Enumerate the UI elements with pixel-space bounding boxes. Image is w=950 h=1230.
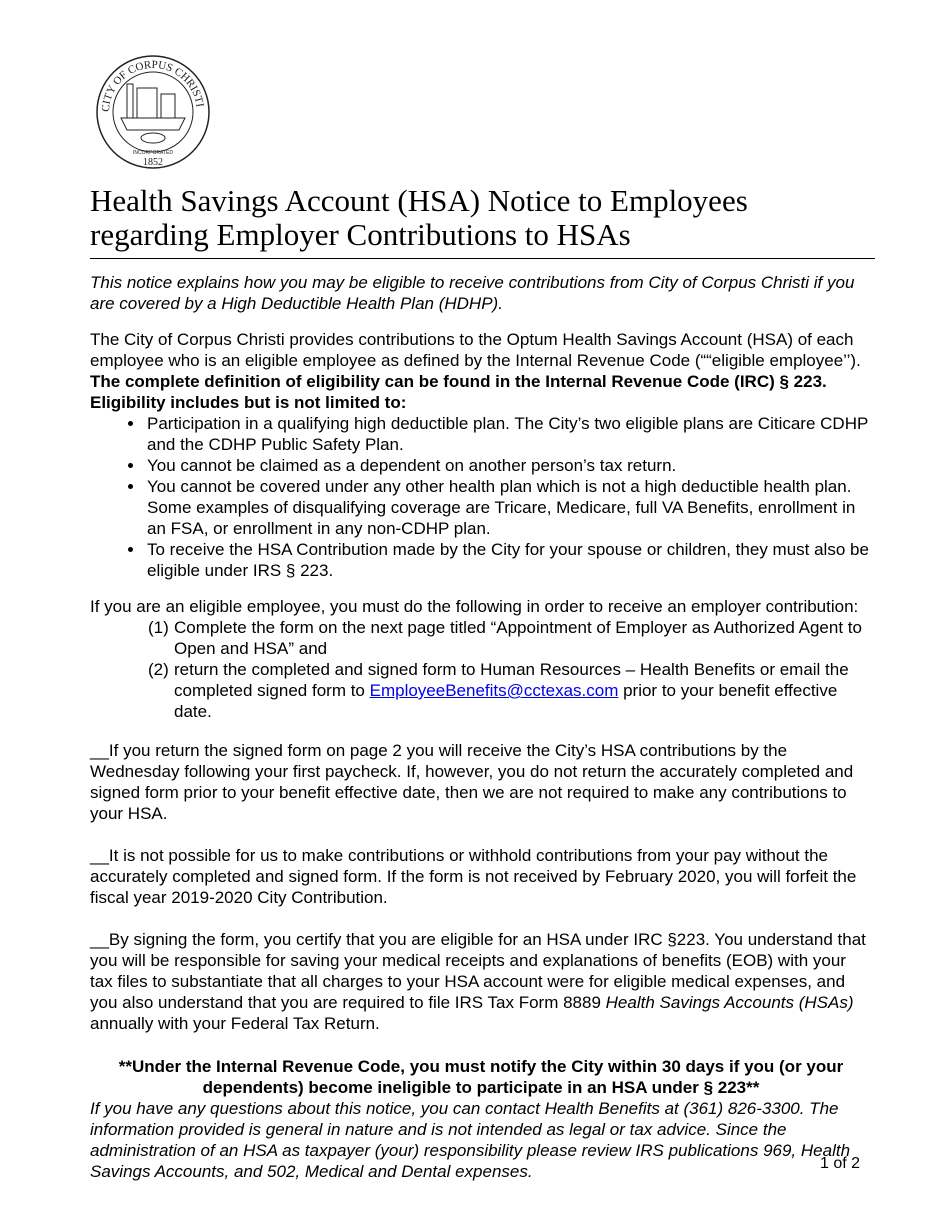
- step-text: prior to your benefit effective date.: [174, 681, 838, 721]
- not-possible-paragraph: __It is not possible for us to make contributions or withhold contributions from your pay without the accurately completed and signed form. If the form is not received by February 2020, you will forfeit the fiscal year 2019-2020 City Contribution.: [90, 846, 857, 907]
- notice-body: [90, 272, 872, 1197]
- email-link[interactable]: EmployeeBenefits@cctexas.com: [369, 681, 619, 700]
- closing-paragraph: If you have any questions about this notice, you can contact Health Benefits at (361) 826-3300. The information provided is general in nature and is not intended as legal or tax advice. Since the administration of an HSA as taxpayer (your) responsibility please review IRS publications 969, Health Savings Accounts, and 502, Medical and Dental expenses.: [90, 1099, 851, 1181]
- title-line-2: regarding Employer Contributions to HSAs: [90, 217, 631, 252]
- steps-list: [90, 617, 872, 722]
- step-item: [148, 659, 872, 722]
- page-number: 1 of 2: [820, 1155, 861, 1172]
- step-text: Complete the form on the next page titled “Appointment of Employer as Authorized Agent to Open and HSA” and: [174, 618, 862, 658]
- svg-text:1852: 1852: [143, 157, 163, 168]
- svg-text:INCORPORATED: INCORPORATED: [133, 150, 173, 156]
- page-title: [90, 184, 875, 259]
- list-item: • You cannot be covered under any other health plan which is not a high deductible health plan. Some examples of disqualifying coverage are Tricare, Medicare, full VA Benefits, enrollment in an FSA, or enrollment in any non-CDHP plan.: [145, 476, 872, 539]
- list-item: • Participation in a qualifying high deductible plan. The City’s two eligible plans are Citicare CDHP and the CDHP Public Safety Plan.: [145, 413, 872, 455]
- list-item: • To receive the HSA Contribution made by the City for your spouse or children, they must also be eligible under IRS § 223.: [145, 539, 872, 581]
- steps-intro: If you are an eligible employee, you must do the following in order to receive an employer contribution:: [90, 597, 859, 616]
- step-text: return the completed and signed form to Human Resources – Health Benefits or email the completed signed form to: [174, 660, 849, 700]
- step-item: [148, 617, 872, 659]
- title-line-1: Health Savings Account (HSA) Notice to Employees: [90, 183, 748, 218]
- eligibility-definition: The complete definition of eligibility can be found in the Internal Revenue Code (IRC) § 223. Eligibility includes but is not limited to:: [90, 372, 827, 412]
- city-seal-logo: [95, 44, 211, 174]
- signing-text: __By signing the form, you certify that you are eligible for an HSA under IRC §223. You understand that you will be responsible for saving your medical receipts and explanations of benefits (EOB) with your tax files to substantiate that all charges to your HSA account were for eligible medical expenses, and you also understand that you are required to file IRS Tax Form 8889: [90, 930, 866, 1012]
- step-number: (1): [148, 618, 169, 637]
- list-item: • You cannot be claimed as a dependent on another person’s tax return.: [145, 455, 872, 476]
- intro-paragraph: This notice explains how you may be eligible to receive contributions from City of Corpus Christi if you are covered by a High Deductible Health Plan (HDHP).: [90, 273, 855, 313]
- svg-text:CITY OF CORPUS CHRISTI TEXAS: CITY OF CORPUS CHRISTI: [99, 58, 206, 113]
- step-number: (2): [148, 660, 169, 679]
- eligibility-text: The City of Corpus Christi provides contributions to the Optum Health Savings Account (HSA) of each employee who is an eligible employee as defined by the Internal Revenue Code (““eligible employee’’).: [90, 330, 861, 370]
- ineligibility-notice: **Under the Internal Revenue Code, you must notify the City within 30 days if you (or your dependents) become ineligible to participate in an HSA under § 223**: [118, 1057, 844, 1097]
- form-title: Health Savings Accounts (HSAs): [605, 993, 854, 1012]
- eligibility-list: [90, 413, 872, 581]
- eligibility-paragraph: [90, 329, 872, 413]
- return-form-paragraph: __If you return the signed form on page 2 you will receive the City’s HSA contributions by the Wednesday following your first paycheck. If, however, you do not return the accurately completed and signed form prior to your benefit effective date, then we are not required to make any contributions to your HSA.: [90, 741, 854, 823]
- signing-paragraph: [90, 929, 872, 1034]
- signing-text: annually with your Federal Tax Return.: [90, 1014, 380, 1033]
